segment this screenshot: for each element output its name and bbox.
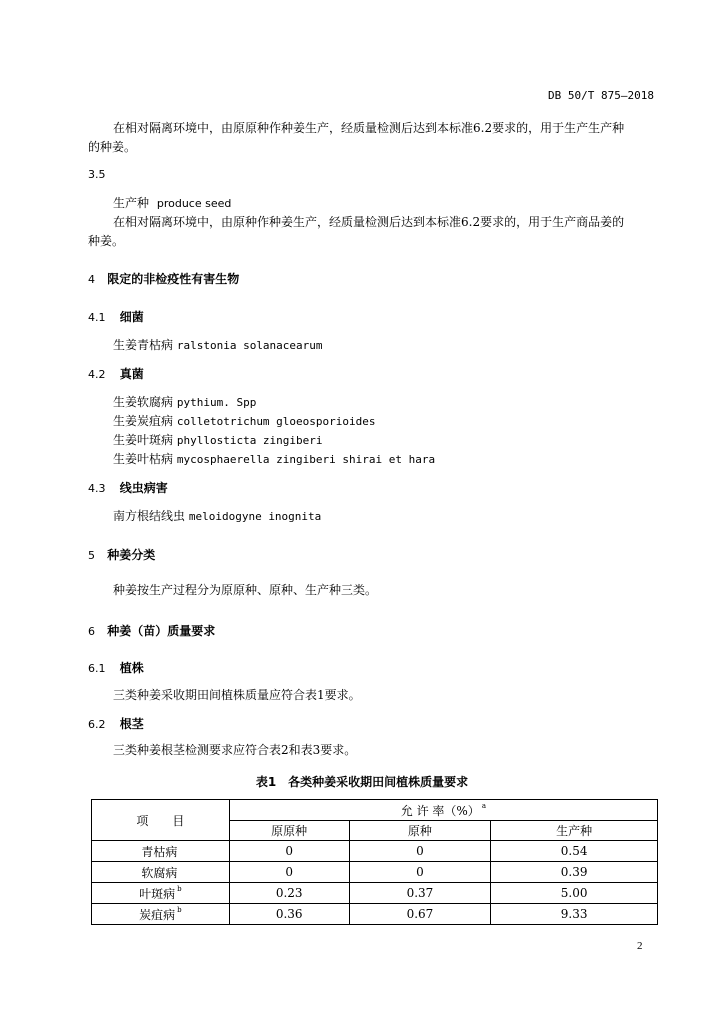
section-title: 植株: [119, 661, 144, 675]
table-row: [92, 841, 658, 862]
section-title: 种姜分类: [107, 548, 156, 562]
pest-name-cn: 生姜叶斑病: [113, 433, 174, 447]
footnote-marker: a: [481, 801, 486, 810]
section-4-3-heading: [88, 479, 168, 496]
pest-name-cn: 南方根结线虫: [113, 509, 186, 523]
section-6-1-text: 三类种姜采收期田间植株质量应符合表1要求。: [113, 688, 361, 702]
intro-line-2: 的种姜。: [88, 140, 137, 154]
row-value: 0.54: [491, 841, 658, 862]
header-tolerance: 允 许 率（%） $^a$: [229, 800, 657, 821]
term-produce-seed: [113, 193, 231, 214]
definition-line-2: 种姜。: [88, 234, 125, 248]
section-number: 4.3: [88, 482, 106, 495]
section-title: 种姜（苗）质量要求: [107, 624, 216, 638]
section-title: 线虫病害: [119, 481, 168, 495]
pest-name-cn: 生姜炭疽病: [113, 414, 174, 428]
row-value: 0.37: [349, 883, 491, 904]
row-disease-name: 炭疽病 $^b$: [92, 904, 230, 925]
section-title: 限定的非检疫性有害生物: [107, 272, 240, 286]
section-4-heading: [88, 270, 239, 287]
row-value: 0.36: [229, 904, 349, 925]
definition-line-1: 在相对隔离环境中，由原种作种姜生产，经质量检测后达到本标准6.2要求的，用于生产商品姜的: [113, 215, 625, 229]
page-number: 2: [637, 940, 643, 952]
section-number: 6.2: [88, 718, 106, 731]
row-disease-name: 软腐病: [92, 862, 230, 883]
row-disease-name: 叶斑病 $^b$: [92, 883, 230, 904]
section-4-2-heading: [88, 365, 144, 382]
pest-item: [113, 393, 256, 410]
intro-line-1: 在相对隔离环境中，由原原种作种姜生产，经质量检测后达到本标准6.2要求的，用于生产生产种: [113, 121, 625, 135]
row-value: 5.00: [491, 883, 658, 904]
pest-item: [113, 336, 323, 353]
section-number: 6: [88, 625, 95, 638]
pest-name-latin: meloidogyne inognita: [188, 510, 322, 523]
table-row: [92, 883, 658, 904]
pest-item: [113, 450, 435, 467]
row-value: 0.23: [229, 883, 349, 904]
section-number: 4.2: [88, 368, 106, 381]
subheader-original-original: 原原种: [229, 821, 349, 841]
pest-item: [113, 431, 323, 448]
pest-name-cn: 生姜软腐病: [113, 395, 174, 409]
pest-name-latin: colletotrichum gloeosporioides: [176, 415, 376, 428]
pest-name-latin: ralstonia solanacearum: [176, 339, 323, 352]
section-6-heading: [88, 622, 215, 639]
section-title: 细菌: [119, 310, 144, 324]
row-disease-name: 青枯病: [92, 841, 230, 862]
section-3-5-number: 3.5: [88, 168, 106, 181]
subheader-production: 生产种: [491, 821, 658, 841]
row-value: 0: [229, 862, 349, 883]
table-header-row: [92, 800, 658, 821]
header-item: 项 目: [92, 800, 230, 841]
table-caption: 表1 各类种姜采收期田间植株质量要求: [255, 775, 469, 789]
pest-name-cn: 生姜叶枯病: [113, 452, 174, 466]
pest-name-latin: pythium. Spp: [176, 396, 257, 409]
table-row: [92, 904, 658, 925]
section-title: 真菌: [119, 367, 144, 381]
pest-item: [113, 412, 376, 429]
section-5-text: 种姜按生产过程分为原原种、原种、生产种三类。: [113, 583, 378, 597]
row-value: 0: [349, 841, 491, 862]
row-value: 0: [229, 841, 349, 862]
pest-name-latin: mycosphaerella zingiberi shirai et hara: [176, 453, 436, 466]
section-number: 4.1: [88, 311, 106, 324]
quality-table: [91, 799, 658, 925]
subheader-original: 原种: [349, 821, 491, 841]
section-6-1-heading: [88, 659, 144, 676]
pest-name-cn: 生姜青枯病: [113, 338, 174, 352]
term-en: produce seed: [156, 197, 232, 210]
document-code: DB 50/T 875—2018: [548, 89, 654, 102]
row-value: 9.33: [491, 904, 658, 925]
row-value: 0: [349, 862, 491, 883]
table-row: [92, 862, 658, 883]
pest-name-latin: phyllosticta zingiberi: [176, 434, 323, 447]
pest-item: [113, 507, 321, 524]
section-number: 4: [88, 273, 95, 286]
section-number: 5: [88, 549, 95, 562]
term-cn: 生产种: [113, 196, 150, 210]
row-value: 0.39: [491, 862, 658, 883]
section-6-2-text: 三类种姜根茎检测要求应符合表2和表3要求。: [113, 743, 357, 757]
section-5-heading: [88, 546, 155, 563]
section-6-2-heading: [88, 715, 144, 732]
section-number: 6.1: [88, 662, 106, 675]
row-value: 0.67: [349, 904, 491, 925]
section-title: 根茎: [119, 717, 144, 731]
section-4-1-heading: [88, 308, 144, 325]
